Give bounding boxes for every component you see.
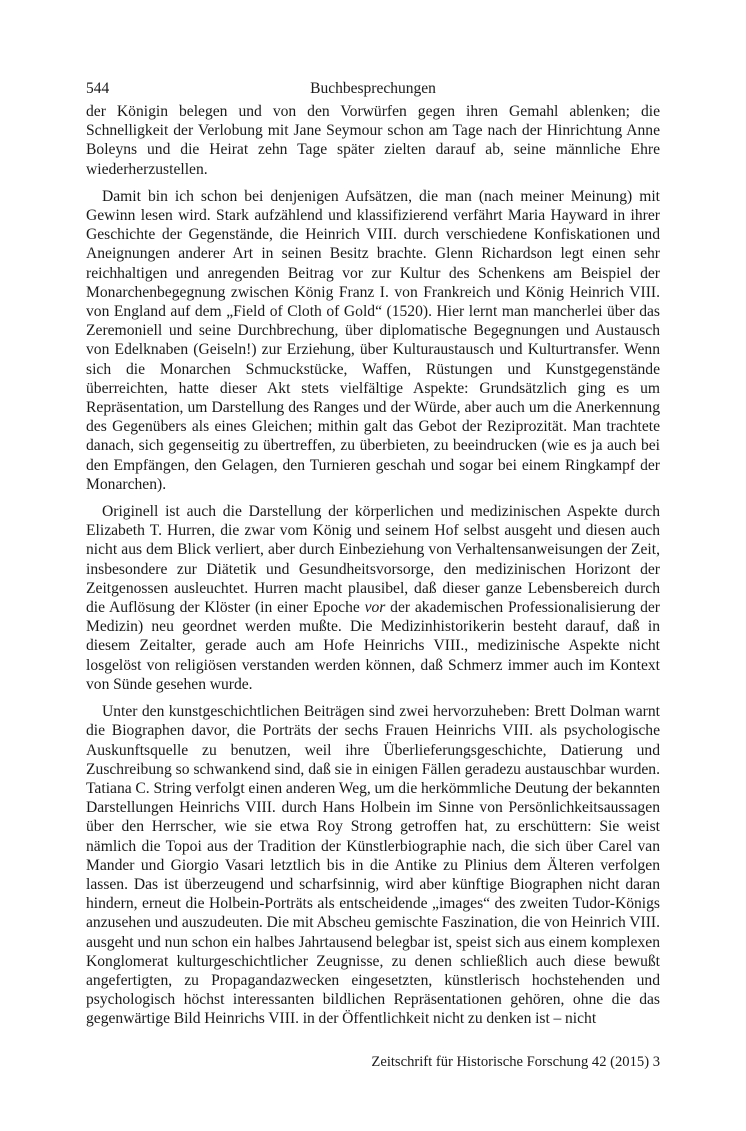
paragraph [86, 102, 660, 179]
paragraph [86, 502, 660, 694]
text-run: Damit bin ich schon bei denjenigen Aufsätzen, die man (nach meiner Meinung) mit Gewinn lesen wird. Stark aufzählend und klassifizierend verfährt Maria Hayward in ihrer Geschichte der Gegenstände, die Heinrich VIII. durch verschiedene Konfiskationen und Aneignungen anderer Art in seinen Besitz brachte. Glenn Richardson legt einen sehr reichhaltigen und anregenden Beitrag vor zur Kultur des Schenkens am Beispiel der Monarchenbegegnung zwischen König Franz I. von Frankreich und König Heinrich VIII. von England auf dem „Field of Cloth of Gold“ (1520). Hier lernt man mancherlei über das Zeremoniell und seine Durchbrechung, über diplomatische Begegnungen und Austausch von Edelknaben (Geiseln!) zur Erziehung, über Kulturaustausch und Kulturtransfer. Wenn sich die Monarchen Schmuckstücke, Waffen, Rüstungen und Kunstgegenstände überreichten, hatte dieser Akt stets vielfältige Aspekte: Grundsätzlich ging es um Repräsentation, um Darstellung des Ranges und der Würde, aber auch um die Anerkennung des Gegenübers als eines Gleichen; mithin galt das Gebot der Reziprozität. Man trachtete danach, sich gegenseitig zu übertreffen, zu überbieten, zu beeindrucken (wie es ja auch bei den Empfängen, den Gelagen, den Turnieren geschah und sogar bei einem Ringkampf der Monarchen). [86, 187, 660, 493]
page-footer: Zeitschrift für Historische Forschung 42 (2015) 3 [371, 1054, 660, 1070]
book-page [86, 78, 660, 1118]
page-header [86, 78, 660, 100]
text-run: der akademischen Professionalisierung der Medizin) neu geordnet werden mußte. Die Medizinhistorikerin besteht darauf, daß in diesem Zeitalter, gerade auch am Hofe Heinrichs VIII., medizinische Aspekte nicht losgelöst von religiösen verstanden werden können, daß Schmerz immer auch im Kontext von Sünde gesehen wurde. [86, 599, 660, 693]
running-title: Buchbesprechungen [310, 80, 436, 97]
text-run: Unter den kunstgeschichtlichen Beiträgen sind zwei hervorzuheben: Brett Dolman warnt die Biographen davor, die Porträts der sechs Frauen Heinrichs VIII. als psychologische Auskunftsquelle zu benutzen, weil ihre Überlieferungsgeschichte, Datierung und Zuschreibung so schwankend sind, daß sie in einigen Fällen geradezu austauschbar wurden. Tatiana C. String verfolgt einen anderen Weg, um die herkömmliche Deutung der bekannten Darstellungen Heinrichs VIII. durch Hans Holbein im Sinne von Persönlichkeitsaussagen über den Herrscher, wie sie etwa Roy Strong getroffen hat, zu erschüttern: Sie weist nämlich die Topoi aus der Tradition der Künstlerbiographie nach, die sich über Carel van Mander und Giorgio Vasari letztlich bis in die Antike zu Plinius dem Älteren verfolgen lassen. Das ist überzeugend und scharfsinnig, wird aber künftige Biographen nicht daran hindern, erneut die Holbein-Porträts als entscheidende „images“ des zweiten Tudor-Königs anzusehen und auszudeuten. Die mit Abscheu gemischte Faszination, die von Heinrich VIII. ausgeht und nun schon ein halbes Jahrtausend belegbar ist, speist sich aus einem komplexen Konglomerat kulturgeschichtlicher Zeugnisse, zu denen schließlich auch diese bewußt angefertigten, zu Propagandazwecken eingesetzten, künstlerisch hochstehenden und psychologisch höchst interessanten bildlichen Repräsentationen gehören, ohne die das gegenwärtige Bild Heinrichs VIII. in der Öffentlichkeit nicht zu denken ist – nicht [86, 703, 660, 1028]
paragraph [86, 702, 660, 1028]
emphasized-text: vor [364, 599, 386, 617]
text-run: der Königin belegen und von den Vorwürfen gegen ihren Gemahl ablenken; die Schnelligkeit der Verlobung mit Jane Seymour schon am Tage nach der Hinrichtung Anne Boleyns und die Heirat zehn Tage später zielten darauf ab, seine männliche Ehre wiederherzustellen. [86, 103, 660, 178]
page-number: 544 [86, 80, 110, 97]
review-body [86, 102, 660, 1029]
paragraph [86, 187, 660, 494]
text-run: Originell ist auch die Darstellung der körperlichen und medizinischen Aspekte durch Elizabeth T. Hurren, die zwar vom König und seinem Hof selbst ausgeht und diesen auch nicht aus dem Blick verliert, aber durch Einbeziehung von Verhaltensanweisungen der Zeit, insbesondere zur Diätetik und Gesundheitsvorsorge, den medizinischen Horizont der Zeitgenossen ausleuchtet. Hurren macht plausibel, daß dieser ganze Lebensbereich durch die Auflösung der Klöster (in einer Epoche [86, 503, 660, 617]
